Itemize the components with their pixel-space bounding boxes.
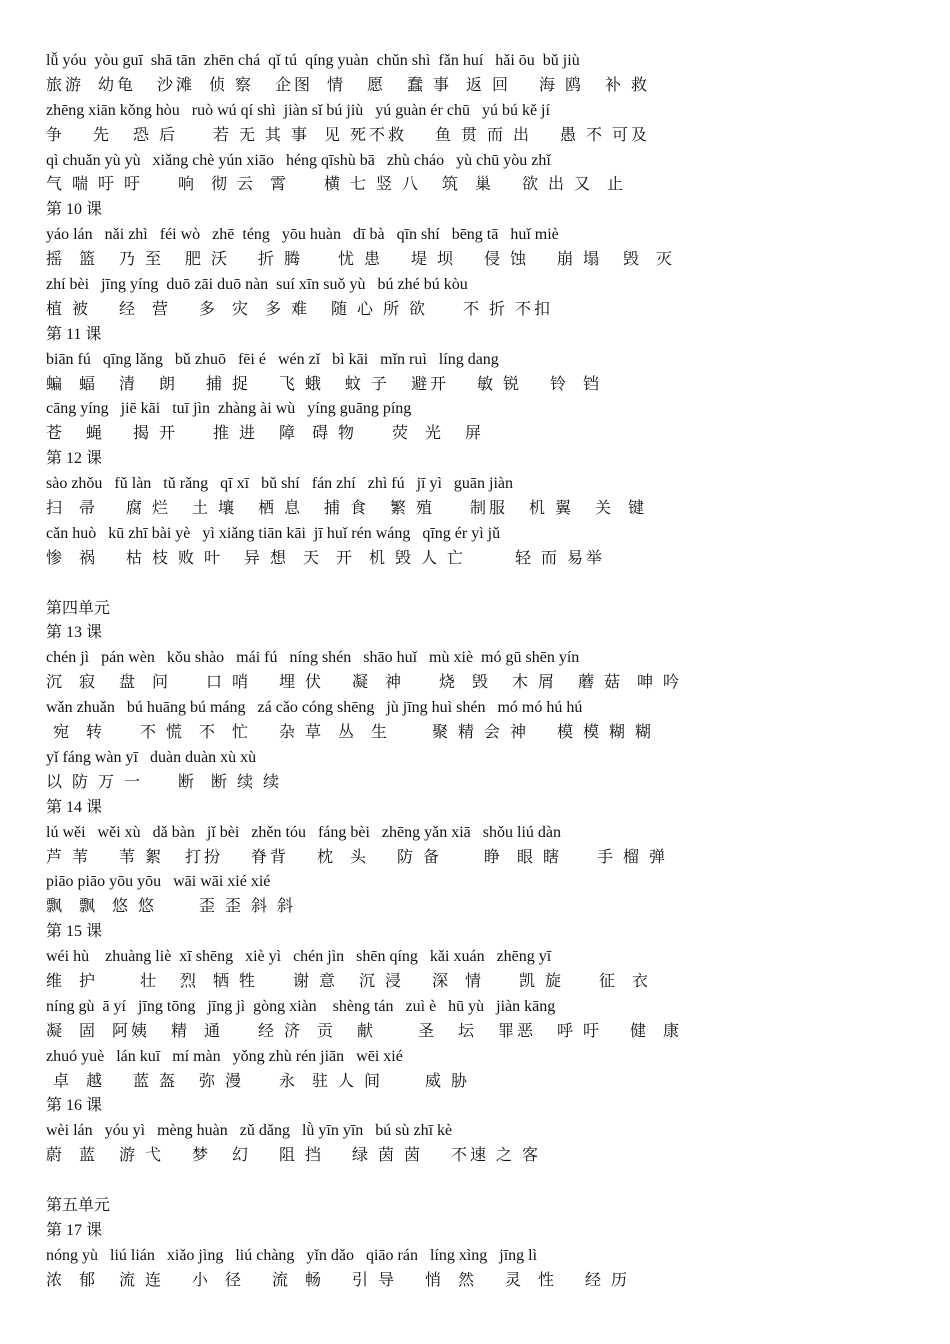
- hanzi-line: 摇 篮 乃 至 肥 沃 折 腾 忧 患 堤 坝 侵 蚀 崩 塌 毁 灭: [46, 251, 676, 269]
- pinyin-line: qì chuǎn yù yù xiǎng chè yún xiāo héng qīshù bā zhù cháo yù chū yòu zhǐ: [46, 151, 551, 169]
- pinyin-line: chén jì pán wèn kǒu shào mái fú níng shén shāo huǐ mù xiè mó gū shēn yín: [46, 649, 580, 667]
- lesson-heading: 第 11 课: [46, 325, 102, 343]
- hanzi-line: 维 护 壮 烈 牺 牲 谢 意 沉 浸 深 情 凯 旋 征 衣: [46, 972, 652, 990]
- hanzi-line: 宛 转 不 慌 不 忙 杂 草 丛 生 聚 精 会 神 模 模 糊 糊: [46, 724, 655, 742]
- pinyin-line: lǚ yóu yòu guī shā tān zhēn chá qǐ tú qíng yuàn chǔn shì fǎn huí hǎi ōu bǔ jiù: [46, 52, 580, 69]
- pinyin-line: zhí bèi jīng yíng duō zāi duō nàn suí xīn suǒ yù bú zhé bú kòu: [46, 276, 468, 294]
- pinyin-line: yáo lán nǎi zhì féi wò zhē téng yōu huàn dī bà qīn shí bēng tā huǐ miè: [46, 226, 559, 244]
- pinyin-line: wǎn zhuǎn bú huāng bú máng zá cǎo cóng shēng jù jīng huì shén mó mó hú hú: [46, 699, 583, 717]
- pinyin-line: nóng yù liú lián xiǎo jìng liú chàng yǐn dǎo qiāo rán líng xìng jīng lì: [46, 1246, 538, 1264]
- hanzi-line: 苍 蝇 揭 开 推 进 障 碍 物 荧 光 屏: [46, 425, 485, 443]
- pinyin-line: zhuó yuè lán kuī mí màn yǒng zhù rén jiān wēi xié: [46, 1047, 403, 1065]
- blank-line: [46, 572, 926, 597]
- lesson-heading: 第 15 课: [46, 923, 103, 941]
- lesson-heading: 第 17 课: [46, 1221, 103, 1239]
- pinyin-line: lú wěi wěi xù dǎ bàn jǐ bèi zhěn tóu fáng bèi zhēng yǎn xiā shǒu liú dàn: [46, 823, 561, 841]
- hanzi-line: 蔚 蓝 游 弋 梦 幻 阻 挡 绿 茵 茵 不速 之 客: [46, 1147, 542, 1165]
- pinyin-line: wéi hù zhuàng liè xī shēng xiè yì chén jìn shēn qíng kǎi xuán zhēng yī: [46, 948, 552, 966]
- lesson-heading: 第 13 课: [46, 624, 103, 642]
- pinyin-line: zhēng xiān kǒng hòu ruò wú qí shì jiàn sǐ bú jiù yú guàn ér chū yú bú kě jí: [46, 101, 550, 119]
- pinyin-line: piāo piāo yōu yōu wāi wāi xié xié: [46, 873, 271, 891]
- lesson-heading: 第 14 课: [46, 798, 103, 816]
- hanzi-line: 气 喘 吁 吁 响 彻 云 霄 横 七 竖 八 筑 巢 欲 出 又 止: [46, 176, 627, 194]
- hanzi-line: 扫 帚 腐 烂 土 壤 栖 息 捕 食 繁 殖 制服 机 翼 关 键: [46, 500, 648, 518]
- hanzi-line: 凝 固 阿姨 精 通 经 济 贡 献 圣 坛 罪恶 呼 吁 健 康: [46, 1022, 683, 1040]
- pinyin-line: biān fú qīng lǎng bǔ zhuō fēi é wén zǐ bì kāi mǐn ruì líng dang: [46, 350, 499, 368]
- hanzi-line: 植 被 经 营 多 灾 多 难 随 心 所 欲 不 折 不扣: [46, 300, 554, 318]
- pinyin-line: sào zhǒu fǔ làn tǔ rǎng qī xī bǔ shí fán zhí zhì fú jī yì guān jiàn: [46, 475, 514, 493]
- pinyin-line: yǐ fáng wàn yī duàn duàn xù xù: [46, 748, 257, 766]
- hanzi-line: 惨 祸 枯 枝 败 叶 异 想 天 开 机 毁 人 亡 轻 而 易举: [46, 549, 606, 567]
- pinyin-line: níng gù ā yí jīng tōng jīng jì gòng xiàn shèng tán zuì è hū yù jiàn kāng: [46, 997, 556, 1015]
- hanzi-line: 芦 苇 苇 絮 打扮 脊背 枕 头 防 备 睁 眼 瞎 手 榴 弹: [46, 848, 669, 866]
- pinyin-line: cāng yíng jiē kāi tuī jìn zhàng ài wù yíng guāng píng: [46, 400, 412, 418]
- hanzi-line: 旅游 幼龟 沙滩 侦 察 企图 情 愿 蠢 事 返 回 海 鸥 补 救: [46, 76, 651, 94]
- hanzi-line: 以 防 万 一 断 断 续 续: [46, 773, 283, 791]
- lesson-heading: 第五单元: [46, 1196, 111, 1214]
- hanzi-line: 飘 飘 悠 悠 歪 歪 斜 斜: [46, 898, 297, 916]
- lesson-heading: 第 10 课: [46, 201, 103, 219]
- lesson-heading: 第 12 课: [46, 450, 103, 468]
- hanzi-line: 蝙 蝠 清 朗 捕 捉 飞 蛾 蚊 子 避开 敏 锐 铃 铛: [46, 375, 603, 393]
- hanzi-line: 争 先 恐 后 若 无 其 事 见 死不救 鱼 贯 而 出 愚 不 可及: [46, 126, 651, 144]
- pinyin-line: wèi lán yóu yì mèng huàn zǔ dǎng lǜ yīn yīn bú sù zhī kè: [46, 1122, 453, 1140]
- document-body: [46, 49, 926, 1294]
- lesson-heading: 第四单元: [46, 599, 111, 617]
- blank-line: [46, 1169, 926, 1194]
- hanzi-line: 沉 寂 盘 问 口 哨 埋 伏 凝 神 烧 毁 木 屑 蘑 菇 呻 吟: [46, 674, 683, 692]
- lesson-heading: 第 16 课: [46, 1097, 103, 1115]
- hanzi-line: 卓 越 蓝 盔 弥 漫 永 驻 人 间 威 胁: [46, 1072, 471, 1090]
- pinyin-line: cǎn huò kū zhī bài yè yì xiǎng tiān kāi jī huǐ rén wáng qīng ér yì jǔ: [46, 524, 501, 542]
- hanzi-line: 浓 郁 流 连 小 径 流 畅 引 导 悄 然 灵 性 经 历: [46, 1271, 631, 1289]
